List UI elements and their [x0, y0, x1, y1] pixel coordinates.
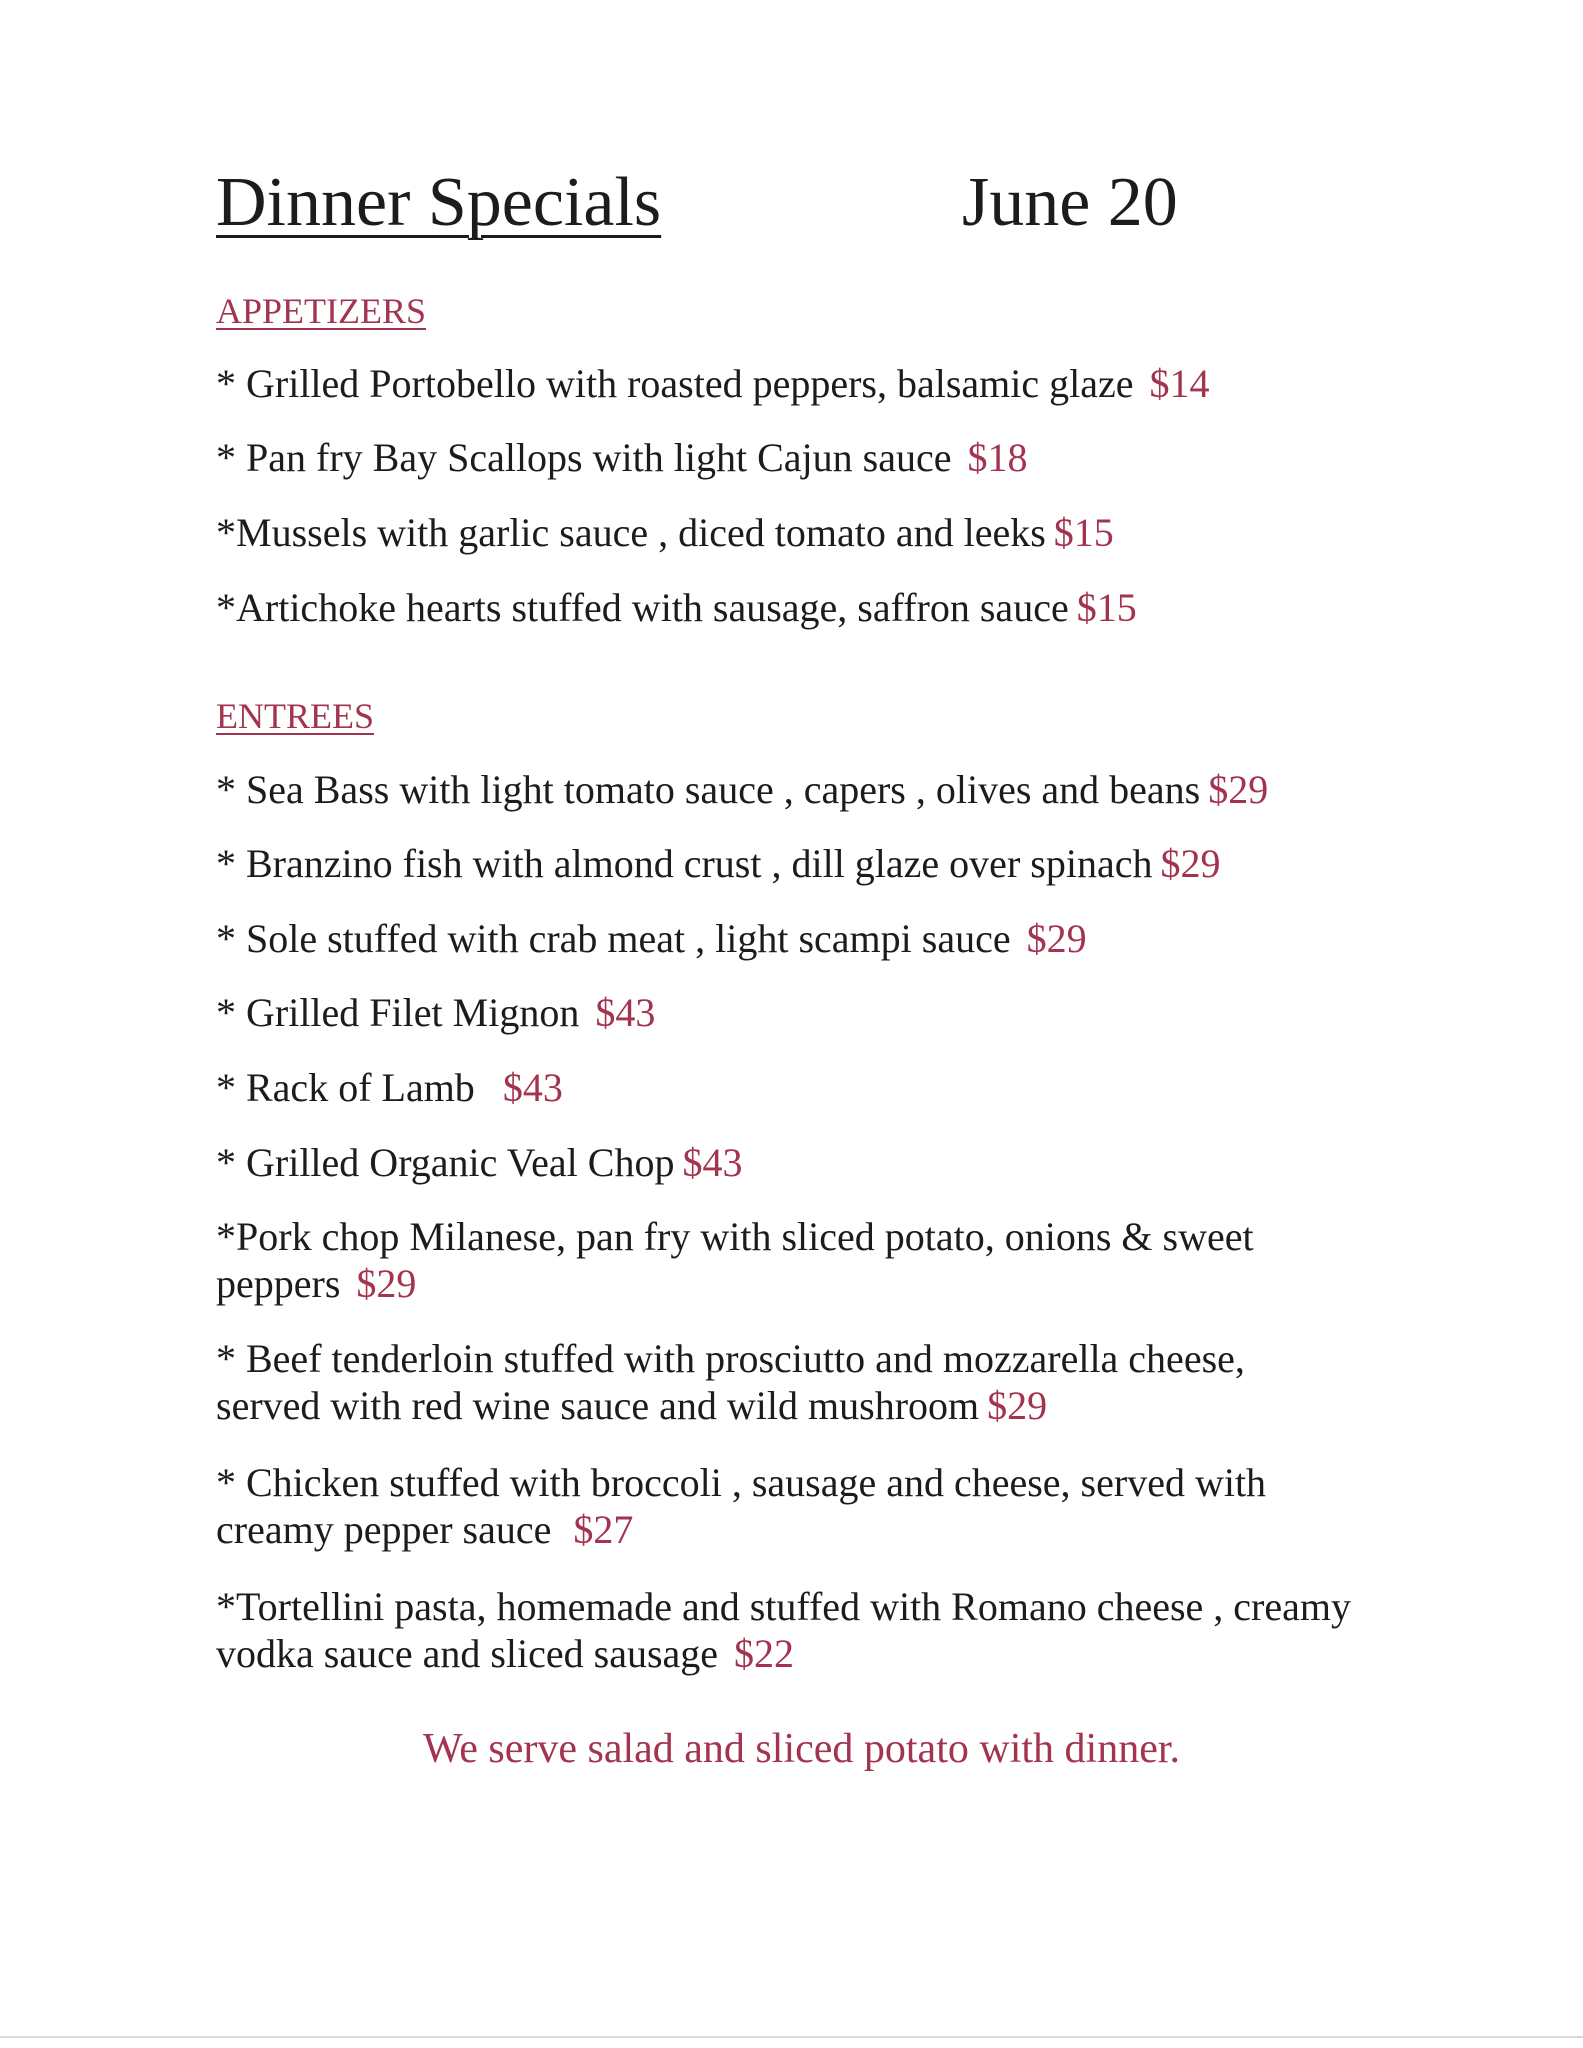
entrees-heading: ENTREES	[216, 696, 374, 736]
item-price: $43	[682, 1140, 743, 1185]
item-description: * Grilled Portobello with roasted peppers, balsamic glaze	[216, 361, 1134, 406]
item-description: * Grilled Filet Mignon	[216, 990, 580, 1035]
item-price: $29	[1208, 767, 1269, 812]
item-description: * Sole stuffed with crab meat , light scampi sauce	[216, 916, 1011, 961]
footer-note-text: We serve salad and sliced potato with dinner.	[422, 1726, 1181, 1772]
entree-item	[216, 989, 1356, 1036]
appetizer-item	[216, 360, 1356, 407]
appetizer-item	[216, 584, 1356, 631]
entree-item	[216, 1139, 1356, 1186]
item-description: * Grilled Organic Veal Chop	[216, 1140, 675, 1185]
item-description: * Rack of Lamb	[216, 1065, 475, 1110]
item-description: * Branzino fish with almond crust , dill glaze over spinach	[216, 841, 1153, 886]
appetizer-item	[216, 509, 1356, 556]
menu-date: June 20	[962, 164, 1178, 241]
menu-title: Dinner Specials	[216, 164, 662, 241]
item-description: *Mussels with garlic sauce , diced tomato and leeks	[216, 510, 1046, 555]
entree-item	[216, 1335, 1356, 1429]
item-price: $15	[1076, 585, 1137, 630]
appetizers-heading: APPETIZERS	[216, 291, 427, 331]
item-price: $43	[502, 1065, 563, 1110]
item-description: * Pan fry Bay Scallops with light Cajun sauce	[216, 435, 952, 480]
item-price: $27	[573, 1507, 634, 1552]
entree-item	[216, 1064, 1356, 1111]
item-price: $15	[1053, 510, 1114, 555]
item-description: *Pork chop Milanese, pan fry with sliced potato, onions & sweet peppers	[216, 1214, 1254, 1306]
item-description: * Sea Bass with light tomato sauce , capers , olives and beans	[216, 767, 1201, 812]
item-price: $29	[1026, 916, 1087, 961]
item-price: $29	[356, 1261, 417, 1306]
item-description: *Tortellini pasta, homemade and stuffed with Romano cheese , creamy vodka sauce and sliced sausage	[216, 1584, 1351, 1676]
footer-note	[0, 1728, 1583, 1770]
item-description: * Chicken stuffed with broccoli , sausage and cheese, served with creamy pepper sauce	[216, 1460, 1267, 1552]
item-price: $18	[967, 435, 1028, 480]
entree-item	[216, 915, 1356, 962]
entree-item	[216, 1459, 1356, 1553]
item-price: $43	[595, 990, 656, 1035]
entree-item	[216, 766, 1356, 813]
entree-item	[216, 1583, 1356, 1677]
item-price: $22	[734, 1631, 795, 1676]
item-description: *Artichoke hearts stuffed with sausage, saffron sauce	[216, 585, 1069, 630]
entree-item	[216, 1213, 1356, 1307]
item-price: $29	[1160, 841, 1221, 886]
entree-item	[216, 840, 1356, 887]
item-price: $14	[1149, 361, 1210, 406]
appetizer-item	[216, 434, 1356, 481]
item-price: $29	[987, 1383, 1048, 1428]
item-description: * Beef tenderloin stuffed with prosciutto and mozzarella cheese, served with red wine sauce and wild mushroom	[216, 1336, 1245, 1428]
scan-edge-divider	[0, 2036, 1583, 2038]
